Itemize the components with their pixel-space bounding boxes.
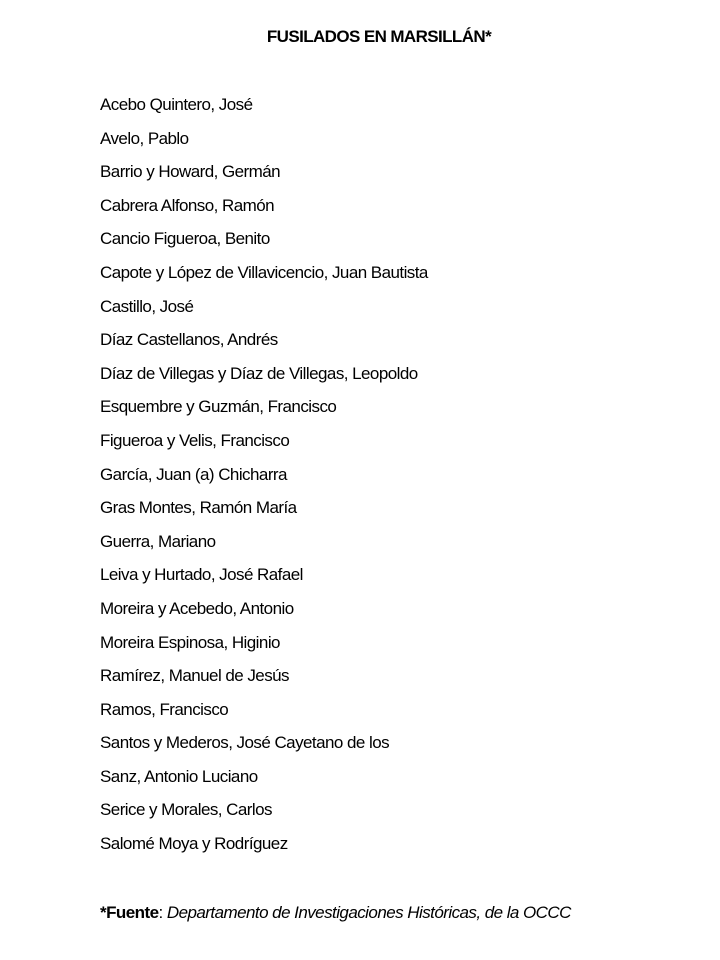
list-item: Gras Montes, Ramón María <box>100 498 297 518</box>
list-item: Cancio Figueroa, Benito <box>100 229 270 249</box>
list-item: Ramos, Francisco <box>100 699 229 719</box>
page-title: FUSILADOS EN MARSILLÁN* <box>266 27 492 46</box>
list-item: Avelo, Pablo <box>100 128 189 148</box>
footnote-source: Departamento de Investigaciones Históricas, de la OCCC <box>166 903 571 922</box>
list-item: Díaz de Villegas y Díaz de Villegas, Leopoldo <box>100 363 418 383</box>
list-item: Serice y Morales, Carlos <box>100 800 272 820</box>
footnote-separator: : <box>158 903 167 922</box>
list-item: Capote y López de Villavicencio, Juan Bautista <box>100 262 428 282</box>
list-item: Leiva y Hurtado, José Rafael <box>100 565 303 585</box>
list-item: Figueroa y Velis, Francisco <box>100 430 290 450</box>
list-item: Díaz Castellanos, Andrés <box>100 330 278 350</box>
list-item: Moreira Espinosa, Higinio <box>100 632 280 652</box>
footnote-label: *Fuente <box>100 903 159 922</box>
list-item: Guerra, Mariano <box>100 531 216 551</box>
list-item: Esquembre y Guzmán, Francisco <box>100 397 337 417</box>
list-item: Acebo Quintero, José <box>100 95 253 114</box>
list-item: Salomé Moya y Rodríguez <box>100 834 288 854</box>
list-item: Ramírez, Manuel de Jesús <box>100 666 289 686</box>
list-item: Sanz, Antonio Luciano <box>100 766 258 786</box>
list-item: Santos y Mederos, José Cayetano de los <box>100 733 390 753</box>
source-footnote <box>100 902 571 924</box>
list-item: Cabrera Alfonso, Ramón <box>100 195 275 215</box>
list-item: Barrio y Howard, Germán <box>100 162 281 182</box>
list-item: García, Juan (a) Chicharra <box>100 464 287 484</box>
list-item: Moreira y Acebedo, Antonio <box>100 598 294 618</box>
list-item: Castillo, José <box>100 296 194 316</box>
names-list <box>100 94 428 867</box>
